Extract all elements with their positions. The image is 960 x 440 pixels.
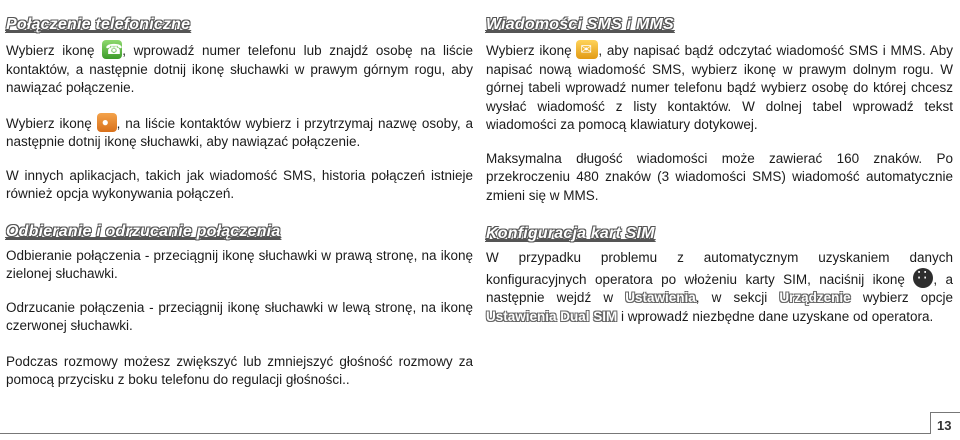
- menu-icon: [913, 268, 933, 288]
- left-column: [6, 16, 473, 390]
- paragraph-contacts-call: Wybierz ikonę ●, na liście kontaktów wybierz i przytrzymaj nazwę osoby, a następnie dotnij ikonę słuchawki, aby nawiązać połączenie.: [6, 113, 473, 152]
- paragraph-sim-config: W przypadku problemu z automatycznym uzyskaniem danych konfiguracyjnych operatora po włożeniu karty SIM, naciśnij ikonę ∷, a następnie wejdź w Ustawienia, w sekcji Urządzenie wybierz opcje Ustawienia Dual SIM i wprowadź niezbędne dane uzyskane od operatora.: [486, 249, 953, 326]
- dual-sim-settings-label: Ustawienia Dual SIM: [486, 308, 618, 324]
- phone-icon: [102, 40, 122, 59]
- heading-answer-reject: Odbieranie i odrzucanie połączenia: [6, 222, 281, 240]
- heading-sim-config: Konfiguracja kart SIM: [486, 225, 655, 242]
- message-icon: [576, 40, 598, 59]
- heading-phone-call: Połączenie telefoniczne: [6, 16, 191, 33]
- device-label: Urządzenie: [779, 290, 851, 305]
- paragraph-dial-instructions: Wybierz ikonę ☎, wprowadź numer telefonu lub znajdź osobę na liście kontaktów, a następnie dotnij ikonę słuchawki w prawym górnym rogu, aby nawiązać połączenie.: [6, 40, 473, 98]
- paragraph-sms-length: Maksymalna długość wiadomości może zawierać 160 znaków. Po przekroczeniu 480 znaków (3 wiadomości SMS) wiadomość automatycznie zmieni się w MMS.: [486, 150, 953, 203]
- contacts-icon: [97, 113, 117, 132]
- paragraph-volume: Podczas rozmowy możesz zwiększyć lub zmniejszyć głośność rozmowy za pomocą przycisku z boku telefonu do regulacji głośności..: [6, 353, 473, 387]
- footer-rule: [0, 433, 930, 434]
- heading-sms-mms: Wiadomości SMS i MMS: [486, 16, 674, 33]
- right-column: [486, 16, 953, 326]
- settings-label: Ustawienia: [625, 290, 696, 305]
- paragraph-reject-call: Odrzucanie połączenia - przeciągnij ikonę słuchawki w lewą stronę, na ikonę czerwonej słuchawki.: [6, 299, 473, 333]
- paragraph-sms-instructions: Wybierz ikonę ✉, aby napisać bądź odczytać wiadomość SMS i MMS. Aby napisać nową wiadomość SMS, wybierz ikonę w prawym dolnym rogu. W górnej tabeli wprowadź numer telefonu bądź wybierz osobę do której chcesz wysłać wiadomość z listy kontaktów. W dolnej tabel wprowadź tekst wiadomości za pomocą klawiatury dotykowej.: [486, 40, 953, 135]
- paragraph-other-apps: W innych aplikacjach, takich jak wiadomość SMS, historia połączeń istnieje również opcja wykonywania połączeń.: [6, 167, 473, 201]
- page-number: 13: [937, 418, 952, 433]
- paragraph-answer-call: Odbieranie połączenia - przeciągnij ikonę słuchawki w prawą stronę, na ikonę zielonej słuchawki.: [6, 247, 473, 281]
